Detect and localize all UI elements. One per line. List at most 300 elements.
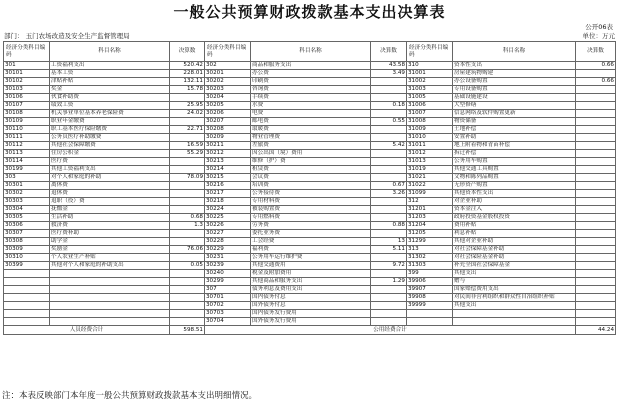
table-row (4, 262, 616, 270)
cell-code-1: 30399 (4, 262, 50, 270)
cell-name-3: 专用设备购置 (453, 86, 576, 94)
cell-amount-1 (170, 286, 205, 294)
cell-amount-3 (576, 214, 616, 222)
cell-code-2: 30206 (205, 110, 251, 118)
cell-code-2: 30702 (205, 302, 251, 310)
cell-name-2: 专用燃料费 (251, 214, 371, 222)
cell-amount-2 (371, 134, 407, 142)
cell-name-3: 资本金注入 (453, 206, 576, 214)
table-row (4, 94, 616, 102)
cell-name-3: 文物和陈列品购置 (453, 174, 576, 182)
footnote: 注：本表反映部门本年度一般公共预算财政拨款基本支出明细情况。 (2, 391, 258, 401)
cell-code-3: 31302 (407, 254, 453, 262)
cell-name-2: 维修（护）费 (251, 158, 371, 166)
cell-code-2: 30703 (205, 310, 251, 318)
cell-code-3: 31201 (407, 206, 453, 214)
cell-amount-1 (170, 166, 205, 174)
cell-amount-1 (170, 158, 205, 166)
cell-name-3: 对社会保障基金补助 (453, 246, 576, 254)
personnel-total-value: 598.51 (170, 326, 205, 335)
cell-code-2: 30208 (205, 126, 251, 134)
cell-amount-3 (576, 134, 616, 142)
cell-name-2: 债务利息及费用支出 (251, 286, 371, 294)
cell-code-3: 31005 (407, 94, 453, 102)
cell-code-1: 30107 (4, 102, 50, 110)
cell-code-1: 30308 (4, 238, 50, 246)
cell-code-2: 30207 (205, 118, 251, 126)
cell-code-1: 30111 (4, 134, 50, 142)
table-row (4, 118, 616, 126)
cell-amount-1: 0.05 (170, 262, 205, 270)
cell-amount-1 (170, 230, 205, 238)
cell-code-1: 30301 (4, 182, 50, 190)
cell-amount-1: 0.68 (170, 214, 205, 222)
cell-name-1 (50, 310, 170, 318)
cell-amount-2: 13 (371, 238, 407, 246)
public-total-value: 44.24 (576, 326, 616, 335)
cell-amount-3 (576, 182, 616, 190)
table-row (4, 70, 616, 78)
cell-amount-2 (371, 294, 407, 302)
cell-name-3: 其他支出 (453, 270, 576, 278)
cell-code-1: 30112 (4, 142, 50, 150)
cell-name-3: 费用补贴 (453, 222, 576, 230)
cell-code-2: 30211 (205, 142, 251, 150)
cell-amount-3 (576, 230, 616, 238)
cell-amount-3 (576, 310, 616, 318)
cell-amount-3 (576, 254, 616, 262)
cell-name-1: 其他工资福利支出 (50, 166, 170, 174)
table-row (4, 142, 616, 150)
cell-name-3: 国家赔偿费用支出 (453, 286, 576, 294)
cell-amount-3 (576, 110, 616, 118)
cell-code-1: 30303 (4, 198, 50, 206)
cell-code-2: 30204 (205, 94, 251, 102)
header-name-3: 科目名称 (453, 42, 576, 62)
cell-name-2: 培训费 (251, 182, 371, 190)
cell-name-2: 商品和服务支出 (251, 62, 371, 70)
cell-code-2: 30212 (205, 150, 251, 158)
table-row (4, 158, 616, 166)
cell-code-1: 303 (4, 174, 50, 182)
cell-code-3: 31008 (407, 118, 453, 126)
cell-code-2: 30216 (205, 182, 251, 190)
cell-amount-2 (371, 214, 407, 222)
cell-code-1: 30114 (4, 158, 50, 166)
cell-name-1: 生活补助 (50, 214, 170, 222)
cell-name-3: 安置补助 (453, 134, 576, 142)
cell-amount-2 (371, 126, 407, 134)
cell-name-1: 津贴补贴 (50, 78, 170, 86)
cell-amount-1 (170, 310, 205, 318)
cell-code-2: 30225 (205, 214, 251, 222)
cell-code-1: 30310 (4, 254, 50, 262)
cell-amount-1 (170, 206, 205, 214)
cell-name-1: 对个人和家庭的补助 (50, 174, 170, 182)
cell-name-2: 因公出国（境）费用 (251, 150, 371, 158)
cell-code-1: 30106 (4, 94, 50, 102)
cell-amount-3 (576, 126, 616, 134)
cell-amount-1: 25.95 (170, 102, 205, 110)
cell-code-3: 31012 (407, 150, 453, 158)
cell-code-2: 302 (205, 62, 251, 70)
header-name-1: 科目名称 (50, 42, 170, 62)
cell-amount-2: 0.18 (371, 102, 407, 110)
cell-name-2: 会议费 (251, 174, 371, 182)
cell-name-3: 土地补偿 (453, 126, 576, 134)
cell-amount-2: 0.88 (371, 222, 407, 230)
table-row (4, 62, 616, 70)
cell-name-2: 取暖费 (251, 126, 371, 134)
cell-amount-2 (371, 310, 407, 318)
cell-name-2: 租赁费 (251, 166, 371, 174)
table-code: 公开06表 (585, 23, 613, 31)
cell-name-3: 物资储备 (453, 118, 576, 126)
cell-name-3: 基础设施建设 (453, 94, 576, 102)
cell-name-3: 无形资产购置 (453, 182, 576, 190)
table-row (4, 310, 616, 318)
cell-name-1: 基本工资 (50, 70, 170, 78)
cell-name-2: 办公费 (251, 70, 371, 78)
cell-amount-1 (170, 198, 205, 206)
cell-name-2: 税金及附加费用 (251, 270, 371, 278)
cell-code-2: 30224 (205, 206, 251, 214)
cell-code-3: 31303 (407, 262, 453, 270)
cell-amount-3 (576, 174, 616, 182)
cell-name-3: 对企业补助 (453, 198, 576, 206)
cell-name-3: 利息补贴 (453, 230, 576, 238)
table-row (4, 254, 616, 262)
cell-amount-3 (576, 286, 616, 294)
cell-code-3: 31001 (407, 70, 453, 78)
cell-amount-3 (576, 102, 616, 110)
table-row (4, 278, 616, 286)
cell-name-1: 退休费 (50, 190, 170, 198)
cell-code-1 (4, 270, 50, 278)
cell-amount-1 (170, 118, 205, 126)
cell-code-3 (407, 310, 453, 318)
cell-code-3: 31205 (407, 230, 453, 238)
cell-amount-3: 0.66 (576, 78, 616, 86)
cell-code-1: 30113 (4, 150, 50, 158)
expenditure-table (3, 41, 616, 335)
cell-amount-2 (371, 286, 407, 294)
header-code-1: 经济分类科目编码 (4, 42, 50, 62)
cell-amount-1 (170, 318, 205, 326)
cell-code-3: 39999 (407, 302, 453, 310)
cell-code-3: 31011 (407, 142, 453, 150)
cell-code-3: 31021 (407, 174, 453, 182)
cell-amount-1: 228.01 (170, 70, 205, 78)
cell-name-1: 退职（役）费 (50, 198, 170, 206)
cell-code-3: 310 (407, 62, 453, 70)
cell-name-1: 奖金 (50, 86, 170, 94)
cell-code-2: 30226 (205, 222, 251, 230)
cell-code-3: 31010 (407, 134, 453, 142)
cell-name-1 (50, 270, 170, 278)
table-row (4, 246, 616, 254)
cell-amount-1: 16.59 (170, 142, 205, 150)
cell-amount-1 (170, 302, 205, 310)
cell-code-2: 30228 (205, 238, 251, 246)
cell-name-1: 公务员医疗补助缴费 (50, 134, 170, 142)
cell-code-2: 30704 (205, 318, 251, 326)
table-row (4, 182, 616, 190)
cell-amount-3 (576, 294, 616, 302)
table-row (4, 198, 616, 206)
cell-name-1: 其他社会保障缴费 (50, 142, 170, 150)
cell-name-2: 公务用车运行维护费 (251, 254, 371, 262)
cell-amount-1: 55.29 (170, 150, 205, 158)
cell-name-3: 大型修缮 (453, 102, 576, 110)
cell-code-1: 30307 (4, 230, 50, 238)
cell-amount-1: 520.42 (170, 62, 205, 70)
cell-amount-2 (371, 158, 407, 166)
cell-code-2: 30205 (205, 102, 251, 110)
cell-amount-1 (170, 190, 205, 198)
cell-code-1: 30309 (4, 246, 50, 254)
cell-amount-2 (371, 150, 407, 158)
cell-name-2: 劳务费 (251, 222, 371, 230)
cell-name-1: 伙食补助费 (50, 94, 170, 102)
header-amount-3: 决算数 (576, 42, 616, 62)
cell-code-1 (4, 310, 50, 318)
cell-name-1: 工资福利支出 (50, 62, 170, 70)
cell-amount-1 (170, 134, 205, 142)
cell-amount-3 (576, 302, 616, 310)
cell-name-1: 奖励金 (50, 246, 170, 254)
cell-name-2: 专用材料费 (251, 198, 371, 206)
cell-amount-2 (371, 230, 407, 238)
table-row (4, 230, 616, 238)
cell-amount-2 (371, 94, 407, 102)
cell-code-2: 30209 (205, 134, 251, 142)
cell-name-3: 赠与 (453, 278, 576, 286)
cell-code-2: 307 (205, 286, 251, 294)
cell-name-2: 委托业务费 (251, 230, 371, 238)
table-row (4, 150, 616, 158)
cell-amount-1: 15.78 (170, 86, 205, 94)
cell-code-1: 30103 (4, 86, 50, 94)
cell-code-2: 30239 (205, 262, 251, 270)
cell-amount-2 (371, 254, 407, 262)
cell-name-1: 抚恤金 (50, 206, 170, 214)
table-row (4, 190, 616, 198)
cell-code-3: 31013 (407, 158, 453, 166)
cell-code-3: 31006 (407, 102, 453, 110)
cell-amount-2 (371, 318, 407, 326)
cell-code-2: 30231 (205, 254, 251, 262)
cell-name-3 (453, 310, 576, 318)
cell-name-3 (453, 318, 576, 326)
cell-amount-1: 78.09 (170, 174, 205, 182)
cell-code-2: 30215 (205, 174, 251, 182)
cell-name-1: 住房公积金 (50, 150, 170, 158)
table-row (4, 110, 616, 118)
cell-amount-2: 5.42 (371, 142, 407, 150)
cell-name-1 (50, 286, 170, 294)
cell-name-1: 助学金 (50, 238, 170, 246)
cell-code-2: 30201 (205, 70, 251, 78)
cell-name-1: 医疗费补助 (50, 230, 170, 238)
cell-name-1: 绩效工资 (50, 102, 170, 110)
cell-name-3: 信息网络及软件购置更新 (453, 110, 576, 118)
cell-code-3: 31007 (407, 110, 453, 118)
cell-name-1: 职业年金缴费 (50, 118, 170, 126)
cell-name-3: 其他交通工具购置 (453, 166, 576, 174)
cell-name-3: 政府投资基金股权投资 (453, 214, 576, 222)
cell-name-2: 差旅费 (251, 142, 371, 150)
table-row (4, 174, 616, 182)
cell-amount-1 (170, 94, 205, 102)
cell-name-3: 对民间非营利组织和群众性自治组织补贴 (453, 294, 576, 302)
cell-name-1: 职工基本医疗保险缴费 (50, 126, 170, 134)
cell-amount-3 (576, 190, 616, 198)
cell-code-3: 31009 (407, 126, 453, 134)
cell-code-1 (4, 302, 50, 310)
table-row (4, 78, 616, 86)
unit-label: 单位：万元 (582, 32, 615, 40)
table-row (4, 222, 616, 230)
cell-amount-2: 9.72 (371, 262, 407, 270)
cell-code-2: 30213 (205, 158, 251, 166)
cell-code-1: 30302 (4, 190, 50, 198)
cell-name-2: 国外债务付息 (251, 302, 371, 310)
cell-amount-2 (371, 302, 407, 310)
cell-code-2: 30218 (205, 198, 251, 206)
table-header-row (4, 42, 616, 62)
meta-row (4, 31, 615, 40)
table-row (4, 238, 616, 246)
cell-code-1: 30199 (4, 166, 50, 174)
cell-code-2: 30214 (205, 166, 251, 174)
cell-name-1: 救济费 (50, 222, 170, 230)
cell-code-1 (4, 278, 50, 286)
cell-name-3: 办公设备购置 (453, 78, 576, 86)
cell-amount-2: 3.26 (371, 190, 407, 198)
cell-name-2: 被装购置费 (251, 206, 371, 214)
cell-name-2: 国内债务付息 (251, 294, 371, 302)
cell-name-1: 离休费 (50, 182, 170, 190)
cell-code-3: 31022 (407, 182, 453, 190)
cell-code-3: 31203 (407, 214, 453, 222)
cell-amount-3 (576, 158, 616, 166)
table-row (4, 318, 616, 326)
cell-code-1: 30108 (4, 110, 50, 118)
cell-code-3: 31002 (407, 78, 453, 86)
cell-code-2: 30701 (205, 294, 251, 302)
header-name-2: 科目名称 (251, 42, 371, 62)
cell-code-1: 30101 (4, 70, 50, 78)
cell-amount-2 (371, 166, 407, 174)
cell-amount-2 (371, 174, 407, 182)
cell-code-3: 313 (407, 246, 453, 254)
cell-amount-1: 1.3 (170, 222, 205, 230)
table-row (4, 302, 616, 310)
cell-amount-1: 24.02 (170, 110, 205, 118)
cell-amount-3 (576, 150, 616, 158)
cell-code-1: 30102 (4, 78, 50, 86)
cell-name-3: 对社会保险基金补助 (453, 254, 576, 262)
table-row (4, 286, 616, 294)
cell-code-3: 31204 (407, 222, 453, 230)
cell-amount-3 (576, 238, 616, 246)
cell-code-1 (4, 294, 50, 302)
cell-name-3: 公务用车购置 (453, 158, 576, 166)
cell-amount-3 (576, 318, 616, 326)
cell-code-3 (407, 318, 453, 326)
cell-name-1 (50, 278, 170, 286)
cell-amount-3 (576, 246, 616, 254)
cell-name-3: 其他对企业补助 (453, 238, 576, 246)
table-row (4, 102, 616, 110)
cell-code-3: 39908 (407, 294, 453, 302)
cell-code-3: 312 (407, 198, 453, 206)
page-title: 一般公共预算财政拨款基本支出决算表 (173, 3, 446, 21)
cell-amount-2: 3.49 (371, 70, 407, 78)
cell-amount-2: 1.29 (371, 278, 407, 286)
cell-name-2: 水费 (251, 102, 371, 110)
department-label: 部门： 玉门农场改造及安全生产监督管理局 (4, 32, 130, 40)
cell-amount-2 (371, 270, 407, 278)
cell-name-2: 手续费 (251, 94, 371, 102)
cell-amount-2 (371, 78, 407, 86)
cell-name-3: 地上附着物和青苗补偿 (453, 142, 576, 150)
cell-name-2: 公务接待费 (251, 190, 371, 198)
cell-amount-1 (170, 294, 205, 302)
cell-name-3: 补充全国社会保障基金 (453, 262, 576, 270)
header-amount-1: 决算数 (170, 42, 205, 62)
cell-name-1: 机关事业单位基本养老保险费 (50, 110, 170, 118)
cell-code-2: 30299 (205, 278, 251, 286)
cell-name-1 (50, 318, 170, 326)
cell-amount-3 (576, 142, 616, 150)
cell-amount-1: 76.06 (170, 246, 205, 254)
cell-name-1 (50, 302, 170, 310)
cell-code-2: 30217 (205, 190, 251, 198)
cell-code-2: 30240 (205, 270, 251, 278)
cell-name-2: 物业管理费 (251, 134, 371, 142)
cell-amount-3 (576, 206, 616, 214)
cell-code-1: 30304 (4, 206, 50, 214)
cell-code-1: 30305 (4, 214, 50, 222)
cell-code-1: 30110 (4, 126, 50, 134)
cell-amount-2 (371, 206, 407, 214)
cell-amount-2: 0.55 (371, 118, 407, 126)
table-row (4, 214, 616, 222)
cell-name-2: 咨询费 (251, 86, 371, 94)
cell-code-3: 31099 (407, 190, 453, 198)
cell-amount-2: 43.58 (371, 62, 407, 70)
header-code-3: 经济分类科目编码 (407, 42, 453, 62)
cell-name-2: 印刷费 (251, 78, 371, 86)
cell-amount-3 (576, 94, 616, 102)
cell-amount-1: 22.71 (170, 126, 205, 134)
cell-amount-1 (170, 238, 205, 246)
cell-name-3: 房屋建筑物购建 (453, 70, 576, 78)
cell-amount-3 (576, 222, 616, 230)
totals-row (4, 326, 616, 335)
cell-name-3: 资本性支出 (453, 62, 576, 70)
cell-amount-1 (170, 254, 205, 262)
cell-code-1: 30306 (4, 222, 50, 230)
cell-code-3: 39907 (407, 286, 453, 294)
cell-amount-1 (170, 182, 205, 190)
cell-name-2: 其他交通费用 (251, 262, 371, 270)
cell-amount-2 (371, 86, 407, 94)
cell-code-2: 30202 (205, 78, 251, 86)
cell-name-3: 其他支出 (453, 302, 576, 310)
